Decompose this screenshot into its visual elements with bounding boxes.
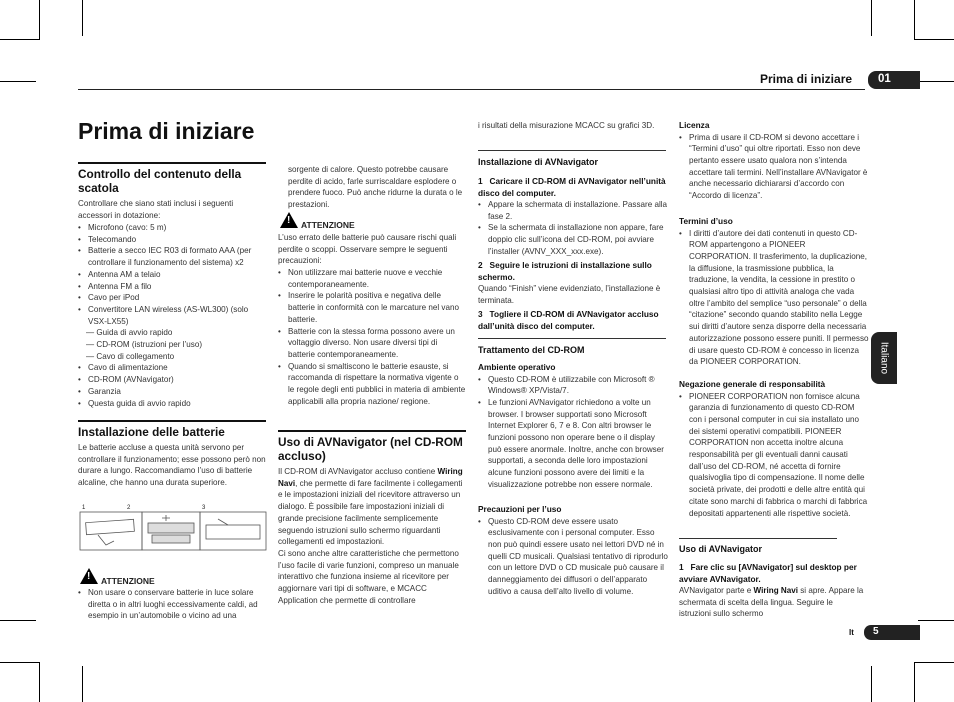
list-item: • Questo CD-ROM è utilizzabile con Microsoft ® Windows® XP/Vista/7. <box>478 374 668 397</box>
list-item: • Batterie a secco IEC R03 di formato AAA (per controllare il funzionamento del sistema) x2 <box>78 245 268 268</box>
warning-heading <box>280 212 355 228</box>
list-item: • Batterie con la stessa forma possono avere un voltaggio diverso. Non usare diversi tipi di batterie contemporaneamente. <box>278 326 466 361</box>
list-item: • Garanzia <box>78 386 268 398</box>
list-item: • Microfono (cavo: 5 m) <box>78 222 268 234</box>
environment-block: Ambiente operativo • Questo CD-ROM è utilizzabile con Microsoft ® Windows® XP/Vista/7. • Le funzioni AVNavigator richiedono a volte un browser. I browser supportati sono Microsoft Internet Explorer 6, 7 e 8. Con altri browser le funzioni possono non operare bene o il display può essere anormale. Inoltre, anche con browser supportati, a seconda delle loro impostazioni alcune funzioni possono avere dei limiti e la visualizzazione potrebbe non essere normale. <box>478 362 668 491</box>
list-item: • Cavo di alimentazione <box>78 362 268 374</box>
language-side-tab-label: Italiano <box>878 341 890 375</box>
crop-mark <box>871 666 872 702</box>
crop-mark <box>0 39 40 40</box>
section-title-box-contents: Controllo del contenuto della scatola <box>78 167 242 195</box>
install-step-1: 1 Caricare il CD-ROM di AVNavigator nell’unità disco del computer. • Appare la schermata di installazione. Passare alla fase 2. • Se la schermata di installazione non appare, fare doppio clic sull’icona del CD-ROM, poi avviare l’installer (AVNV_XXX_xxx.exe). <box>478 176 668 258</box>
list-item: • Non utilizzare mai batterie nuove e vecchie contemporaneamente. <box>278 267 466 290</box>
box-contents-intro: Controllare che siano stati inclusi i seguenti accessori in dotazione: <box>78 199 234 220</box>
page-number-badge <box>864 625 920 640</box>
dash-item: — CD-ROM (istruzioni per l’uso) <box>86 340 203 350</box>
warning-label: ATTENZIONE <box>301 220 355 230</box>
precautions-block: Precauzioni per l’uso • Questo CD-ROM deve essere usato esclusivamente con i personal computer. Esso non può quindi essere usato nei lettori DVD né in quelli CD musicali. Qualsiasi tentativo di riprodurlo con un lettore DVD o CD musicale può causare il danneggiamento dei diffusori o dell’apparato uditivo a causa dell’alto livello di volume. <box>478 504 668 597</box>
warning-heading <box>80 568 155 584</box>
list-item: • Antenna AM a telaio <box>78 269 268 281</box>
list-item: • Appare la schermata di installazione. Passare alla fase 2. <box>478 199 668 222</box>
list-item: • Non usare o conservare batterie in luce solare diretta o in altri luoghi eccessivamente caldi, ad esempio in un’automobile o vicino ad una <box>78 587 268 622</box>
chapter-number: 01 <box>878 73 891 85</box>
warning-text: L’uso errato delle batterie può causare rischi quali perdite o scoppi. Osservare sempre le seguenti precauzioni: <box>278 233 457 266</box>
list-item: • Le funzioni AVNavigator richiedono a volte un browser. I browser supportati sono Microsoft Internet Explorer 6, 7 e 8. Con altri browser le funzioni possono non operare bene o il display può essere anormale. Inoltre, anche con browser supportati, a seconda delle loro impostazioni alcune funzioni possono avere dei limiti e la visualizzazione potrebbe non essere normale. <box>478 397 668 491</box>
page-title: Prima di iniziare <box>78 118 255 144</box>
crop-mark <box>82 666 83 702</box>
list-item: • Antenna FM a filo <box>78 281 268 293</box>
list-item: • Questo CD-ROM deve essere usato esclusivamente con i personal computer. Esso non può quindi essere usato nei lettori DVD né in quelli CD musicali. Qualsiasi tentativo di riprodurlo con un lettore DVD o CD musicale può causare il danneggiamento dei diffusori o dell’apparato uditivo a causa dell’alto livello di volume. <box>478 516 668 598</box>
list-item: • Cavo per iPod <box>78 292 268 304</box>
header-section-title: Prima di iniziare <box>760 72 853 86</box>
crop-mark <box>918 81 954 82</box>
crop-mark <box>914 662 954 663</box>
section-title-cd-rom: Trattamento del CD-ROM <box>478 345 585 355</box>
terms-block: Termini d’uso • I diritti d’autore dei dati contenuti in questo CD-ROM appartengono a PIONEER CORPORATION. Il trasferimento, la duplicazione, la diffusione, la trasmissione pubblica, la traduzione, la vendita, la cessione in prestito o qualsiasi altro tipo di attività analoga che vada oltre l’ambito del semplice “uso personale” o della “citazione” secondo quando stabilito nella Legge sui diritti d’autore senza disporre della necessaria autorizzazione possono essere puniti. Il permesso di usare questo CD-ROM è concesso in licenza da PIONEER CORPORATION. <box>679 216 869 368</box>
warning-list <box>278 267 466 407</box>
crop-mark <box>39 0 40 40</box>
box-contents-list <box>78 222 268 409</box>
list-item: • CD-ROM (AVNavigator) <box>78 374 268 386</box>
crop-mark <box>39 662 40 702</box>
warning-icon: ! <box>80 568 98 584</box>
license-block: Licenza • Prima di usare il CD-ROM si devono accettare i “Termini d’uso” qui oltre riportati. Esso non deve pertanto essere usato qualora non s’intenda accettare tali termini. Nell’installare AVNavigator è anche necessario dichiararsi d’accordo con “Accordo di licenza”. <box>679 120 869 202</box>
crop-mark <box>918 620 954 621</box>
figure-label: 2 <box>127 505 131 511</box>
list-item: • Telecomando <box>78 234 268 246</box>
section-rule <box>478 150 666 151</box>
list-item: • Questa guida di avvio rapido <box>78 398 268 410</box>
dash-item: — Cavo di collegamento <box>86 351 175 361</box>
warning-icon: ! <box>280 212 298 228</box>
list-item: • PIONEER CORPORATION non fornisce alcuna garanzia di funzionamento di questo CD-ROM con i personal computer in cui sia installato uno dei sistemi operativi compatibili. PIONEER CORPORATION non accetta inoltre alcuna responsabilità per gli eventuali danni causati dall’uso del CD-ROM, né accetta di fornire qualsivoglia tipo di compensazione. Il nome delle società private, dei prodotti e delle altre entità qui citate sono marchi di fabbrica o marchi di fabbrica depositati appartenenti alle rispettive società. <box>679 391 869 520</box>
list-item: • I diritti d’autore dei dati contenuti in questo CD-ROM appartengono a PIONEER CORPORATION. Il trasferimento, la duplicazione, la diffusione, la trasmissione pubblica, la traduzione, la vendita, la cessione in prestito o qualsiasi altro tipo di attività analoga che vada oltre l’ambito del semplice “uso personale” o della “citazione” secondo quando stabilito nella Legge sui diritti d’autore senza disporre della necessaria autorizzazione possono essere puniti. Il permesso di usare questo CD-ROM è concesso in licenza da PIONEER CORPORATION. <box>679 228 869 368</box>
page-number: 5 <box>873 626 879 637</box>
figure-label: 1 <box>82 505 86 511</box>
list-item: • Inserire le polarità positiva e negativa delle batterie in conformità con le marcature nel vano batterie. <box>278 290 466 325</box>
chapter-badge <box>868 71 920 89</box>
continued-text: sorgente di calore. Questo potrebbe causare perdite di acido, farle surriscaldare esplodere o prendere fuoco. Può anche ridurne la durata o le prestazioni. <box>288 165 463 210</box>
battery-installation-figure <box>78 505 268 563</box>
language-side-tab <box>871 332 897 384</box>
warning-label: ATTENZIONE <box>101 576 155 586</box>
list-item: • Prima di usare il CD-ROM si devono accettare i “Termini d’uso” qui oltre riportati. Esso non deve pertanto essere usato qualora non s’intenda accettare tali termini. Nell’installare AVNavigator è anche necessario dichiararsi d’accordo con “Accordo di licenza”. <box>679 132 869 202</box>
section-rule <box>278 430 466 432</box>
section-title-avnavigator: Uso di AVNavigator (nel CD-ROM accluso) <box>278 435 463 463</box>
crop-mark <box>0 81 36 82</box>
use-step-1: 1 Fare clic su [AVNavigator] sul desktop per avviare AVNavigator. AVNavigator parte e Wiring Navi si apre. Appare la schermata di scelta della lingua. Seguire le istruzioni sullo schermo <box>679 562 864 619</box>
install-step-2: 2 Seguire le istruzioni di installazione sullo schermo. Quando “Finish” viene evidenziato, l’installazione è terminata. <box>478 260 661 305</box>
remote-illustration <box>78 505 268 563</box>
list-item: • Quando si smaltiscono le batterie esauste, si raccomanda di rispettare la normativa vigente o le regole degli enti pubblici in materia di ambiente applicabili alla propria nazione/ regione. <box>278 361 466 408</box>
crop-mark <box>914 0 915 40</box>
disclaimer-block: Negazione generale di responsabilità • PIONEER CORPORATION non fornisce alcuna garanzia di funzionamento di questo CD-ROM con i personal computer in cui sia installato uno dei sistemi operativi compatibili. PIONEER CORPORATION non accetta inoltre alcuna responsabilità per gli eventuali danni causati dall’uso del CD-ROM, né accetta di fornire qualsivoglia tipo di compensazione. Il nome delle società private, dei prodotti e delle altre entità qui citate sono marchi di fabbrica o marchi di fabbrica depositati appartenenti alle rispettive società. <box>679 379 869 519</box>
wiring-navi-name: Wiring Navi <box>753 586 798 595</box>
warning-list <box>78 587 268 622</box>
section-title-install-avnavigator: Installazione di AVNavigator <box>478 157 599 167</box>
wiring-navi-name: Wiring Navi <box>278 467 463 488</box>
batteries-text: Le batterie accluse a questa unità servono per controllare il funzionamento; esse possono però non durare a lungo. Raccomandiamo l’uso di batterie alcaline, che hanno una durata superiore. <box>78 443 266 488</box>
section-title-use-avnavigator: Uso di AVNavigator <box>679 544 763 554</box>
section-rule <box>679 538 837 539</box>
section-rule <box>78 420 266 422</box>
section-rule <box>478 338 666 339</box>
crop-mark <box>82 0 83 36</box>
section-title-batteries: Installazione delle batterie <box>78 425 225 439</box>
crop-mark <box>0 620 36 621</box>
footer-language: It <box>849 628 854 637</box>
crop-mark <box>0 662 40 663</box>
crop-mark <box>871 0 872 36</box>
crop-mark <box>914 662 915 702</box>
list-item: • Convertitore LAN wireless (AS-WL300) (solo VSX-LX55) <box>78 304 268 327</box>
figure-label: 3 <box>202 505 206 511</box>
dash-item: — Guida di avvio rapido <box>86 328 173 338</box>
crop-mark <box>914 39 954 40</box>
header-rule <box>78 89 865 90</box>
continued-text: i risultati della misurazione MCACC su grafici 3D. <box>478 121 655 130</box>
section-rule <box>78 162 266 164</box>
list-item: • Se la schermata di installazione non appare, fare doppio clic sull’icona del CD-ROM, poi avviare l’installer (AVNV_XXX_xxx.exe). <box>478 222 668 257</box>
avnavigator-text: Il CD-ROM di AVNavigator accluso contiene Wiring Navi, che permette di fare facilmente i collegamenti e le impostazioni iniziali del ricevitore attraverso un dialogo. È possibile fare impostazioni iniziali di grande precisione facilmente semplicemente seguendo istruzioni sullo schermo riguardanti collegamenti ed impostazioni. Ci sono anche altre caratteristiche che permettono l’uso facile di varie funzioni, compreso un manuale interattivo che funziona insieme al ricevitore per aggiornare vari tipi di software, e MCACC Application che permette di controllare <box>278 467 463 605</box>
install-step-3: 3 Togliere il CD-ROM di AVNavigator accluso dall’unità disco del computer. <box>478 309 659 331</box>
